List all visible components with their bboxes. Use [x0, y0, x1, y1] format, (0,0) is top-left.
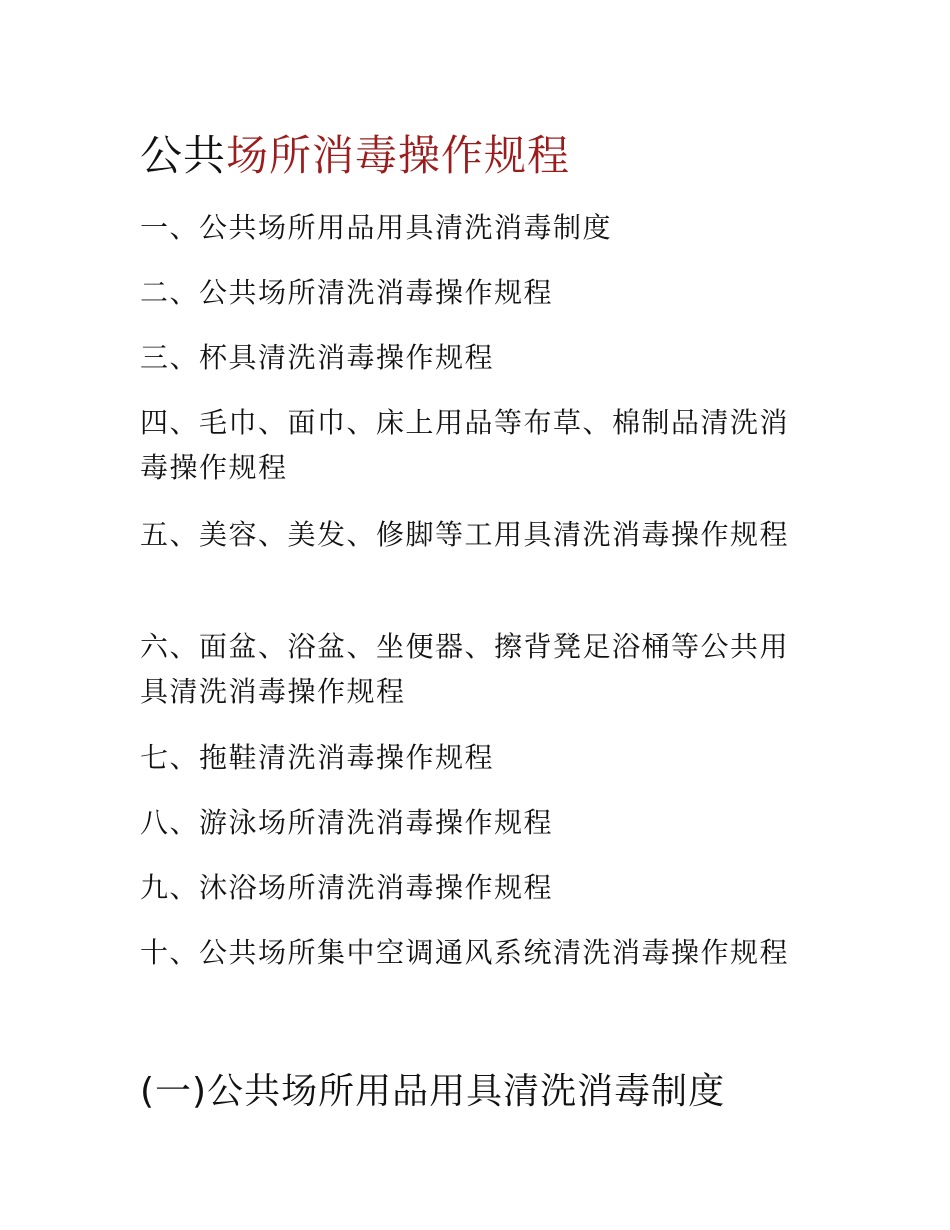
toc-item-10: 十、公共场所集中空调通风系统清洗消毒操作规程 [140, 936, 790, 969]
title-plain: 公共 [140, 131, 227, 180]
toc-item-2: 二、公共场所清洗消毒操作规程 [140, 276, 554, 309]
toc-item-9: 九、沐浴场所清洗消毒操作规程 [140, 871, 554, 904]
toc-item-7: 七、拖鞋清洗消毒操作规程 [140, 741, 495, 774]
toc-item-5: 五、美容、美发、修脚等工用具清洗消毒操作规程 [140, 518, 790, 551]
document-title [140, 128, 570, 184]
toc-item-3: 三、杯具清洗消毒操作规程 [140, 341, 495, 374]
toc-item-1: 一、公共场所用品用具清洗消毒制度 [140, 211, 613, 244]
toc-item-4: 四、毛巾、面巾、床上用品等布草、棉制品清洗消毒操作规程 [140, 406, 790, 484]
section-heading: (一)公共场所用品用具清洗消毒制度 [140, 1071, 726, 1112]
toc-item-6: 六、面盆、浴盆、坐便器、擦背凳足浴桶等公共用具清洗消毒操作规程 [140, 630, 790, 708]
title-accent: 场所消毒操作规程 [226, 131, 571, 180]
toc-item-8: 八、游泳场所清洗消毒操作规程 [140, 806, 554, 839]
